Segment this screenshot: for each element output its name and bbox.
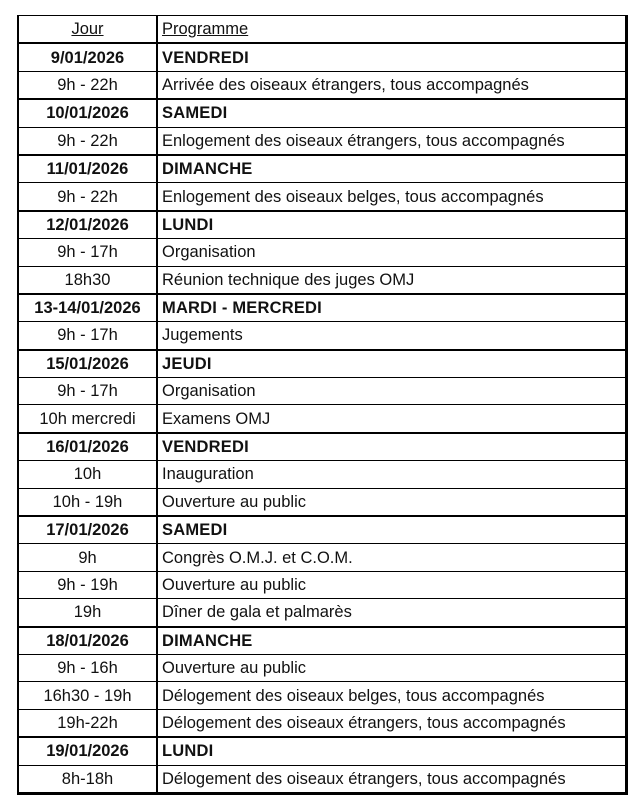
day-date: 15/01/2026 — [18, 350, 157, 378]
event-row — [18, 266, 627, 294]
event-row — [18, 183, 627, 211]
event-time: 19h-22h — [18, 709, 157, 737]
event-description: Délogement des oiseaux belges, tous accompagnés — [157, 682, 627, 709]
schedule-table — [17, 15, 628, 795]
event-row — [18, 709, 627, 737]
header-programme: Programme — [157, 16, 627, 44]
event-row — [18, 765, 627, 793]
day-date: 19/01/2026 — [18, 737, 157, 765]
event-row — [18, 571, 627, 598]
event-time: 9h - 17h — [18, 378, 157, 405]
event-row — [18, 682, 627, 709]
event-time: 9h - 22h — [18, 183, 157, 211]
schedule-body — [18, 16, 627, 794]
event-time: 9h - 17h — [18, 322, 157, 350]
event-description: Dîner de gala et palmarès — [157, 599, 627, 627]
event-time: 9h - 22h — [18, 71, 157, 99]
event-row — [18, 461, 627, 488]
day-row — [18, 737, 627, 765]
day-name: LUNDI — [157, 737, 627, 765]
event-description: Examens OMJ — [157, 405, 627, 433]
day-row — [18, 99, 627, 127]
event-row — [18, 322, 627, 350]
day-name: VENDREDI — [157, 433, 627, 461]
day-row — [18, 43, 627, 71]
day-name: SAMEDI — [157, 99, 627, 127]
day-row — [18, 155, 627, 183]
day-name: DIMANCHE — [157, 155, 627, 183]
event-time: 9h - 19h — [18, 571, 157, 598]
day-date: 9/01/2026 — [18, 43, 157, 71]
event-description: Enlogement des oiseaux belges, tous accompagnés — [157, 183, 627, 211]
day-date: 17/01/2026 — [18, 516, 157, 544]
event-time: 9h — [18, 544, 157, 571]
day-date: 18/01/2026 — [18, 627, 157, 655]
day-row — [18, 516, 627, 544]
day-row — [18, 350, 627, 378]
event-description: Ouverture au public — [157, 571, 627, 598]
day-name: VENDREDI — [157, 43, 627, 71]
event-description: Arrivée des oiseaux étrangers, tous accompagnés — [157, 71, 627, 99]
event-time: 18h30 — [18, 266, 157, 294]
event-description: Jugements — [157, 322, 627, 350]
event-description: Ouverture au public — [157, 654, 627, 681]
day-row — [18, 294, 627, 322]
event-description: Délogement des oiseaux étrangers, tous accompagnés — [157, 709, 627, 737]
event-time: 10h mercredi — [18, 405, 157, 433]
day-date: 11/01/2026 — [18, 155, 157, 183]
event-time: 9h - 16h — [18, 654, 157, 681]
event-description: Organisation — [157, 378, 627, 405]
day-row — [18, 433, 627, 461]
day-row — [18, 627, 627, 655]
event-time: 10h — [18, 461, 157, 488]
event-description: Congrès O.M.J. et C.O.M. — [157, 544, 627, 571]
event-row — [18, 239, 627, 266]
event-time: 9h - 22h — [18, 127, 157, 155]
event-row — [18, 488, 627, 516]
day-row — [18, 211, 627, 239]
event-description: Ouverture au public — [157, 488, 627, 516]
day-date: 16/01/2026 — [18, 433, 157, 461]
event-description: Inauguration — [157, 461, 627, 488]
event-row — [18, 127, 627, 155]
day-name: DIMANCHE — [157, 627, 627, 655]
event-row — [18, 71, 627, 99]
event-row — [18, 599, 627, 627]
day-name: JEUDI — [157, 350, 627, 378]
event-row — [18, 378, 627, 405]
event-time: 9h - 17h — [18, 239, 157, 266]
event-time: 16h30 - 19h — [18, 682, 157, 709]
event-description: Réunion technique des juges OMJ — [157, 266, 627, 294]
event-time: 8h-18h — [18, 765, 157, 793]
event-description: Organisation — [157, 239, 627, 266]
day-name: SAMEDI — [157, 516, 627, 544]
day-name: MARDI - MERCREDI — [157, 294, 627, 322]
header-row — [18, 16, 627, 44]
event-row — [18, 654, 627, 681]
day-name: LUNDI — [157, 211, 627, 239]
day-date: 13-14/01/2026 — [18, 294, 157, 322]
event-description: Enlogement des oiseaux étrangers, tous accompagnés — [157, 127, 627, 155]
header-jour: Jour — [18, 16, 157, 44]
event-row — [18, 544, 627, 571]
day-date: 12/01/2026 — [18, 211, 157, 239]
event-row — [18, 405, 627, 433]
event-time: 19h — [18, 599, 157, 627]
event-time: 10h - 19h — [18, 488, 157, 516]
day-date: 10/01/2026 — [18, 99, 157, 127]
event-description: Délogement des oiseaux étrangers, tous accompagnés — [157, 765, 627, 793]
